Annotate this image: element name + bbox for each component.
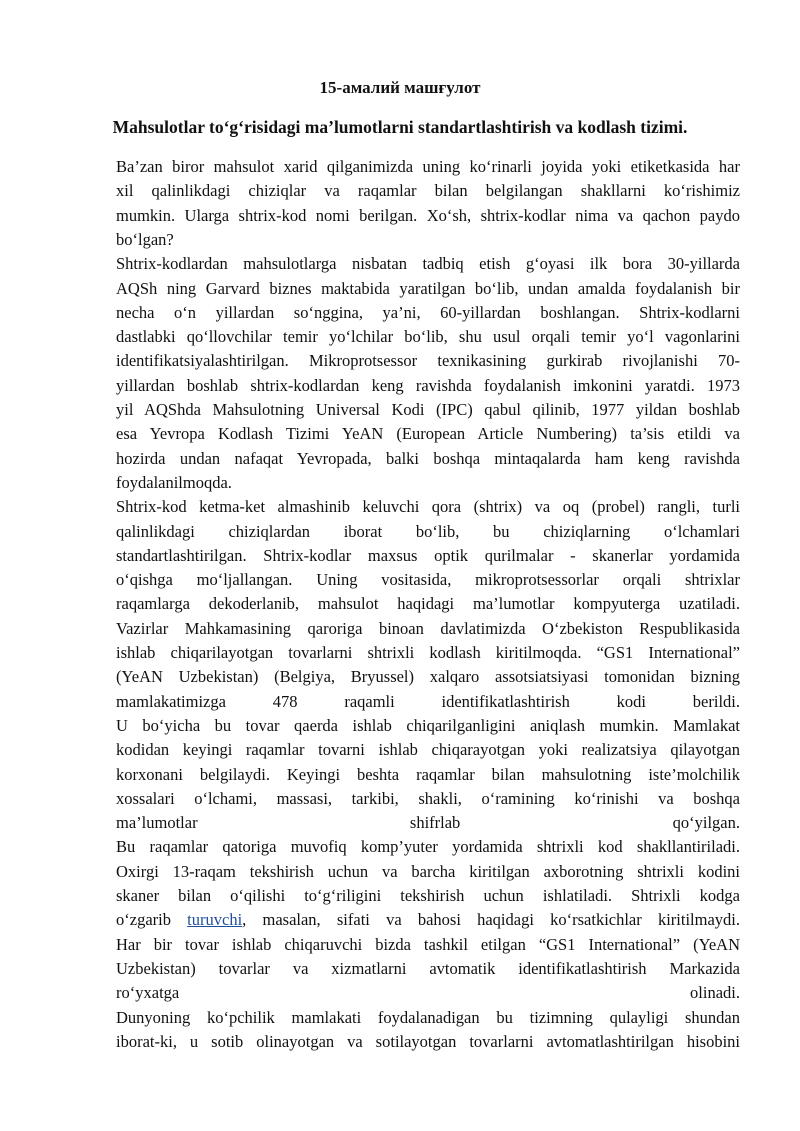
body-text-line: qalinlikdagi chiziqlardan iborat bo‘lib, bu chiziqlarning o‘lchamlari	[116, 521, 740, 541]
body-text-line: mamlakatimizga 478 raqamli identifikatlashtirish kodi berildi.	[116, 691, 740, 711]
body-text-line: korxonani belgilaydi. Keyingi beshta raqamlar bilan mahsulotning iste’molchilik	[116, 764, 740, 784]
body-text-line: identifikatsiyalashtirilgan. Mikroprotsessor texnikasining gurkirab rivojlanishi 70-	[116, 351, 740, 371]
body-text-line: standartlashtirilgan. Shtrix-kodlar maxsus optik qurilmalar - skanerlar yordamida	[116, 545, 740, 565]
page-title: 15-амалий машғулот	[319, 78, 481, 97]
body-text-line: ro‘yxatga olinadi.	[116, 983, 740, 1003]
text-segment: , masalan, sifati va bahosi haqidagi ko‘rsatkichlar kiritilmaydi.	[242, 910, 740, 930]
body-text-line: kodidan keyingi raqamlar tovarni ishlab chiqarayotgan yoki realizatsiya qilayotgan	[116, 740, 740, 760]
body-text-line: AQSh ning Garvard biznes maktabida yaratilgan bo‘lib, undan amalda foydalanish bir	[116, 278, 740, 298]
body-text-line: iborat-ki, u sotib olinayotgan va sotilayotgan tovarlarni avtomatlashtirilgan hisobini	[116, 1031, 740, 1051]
body-text-line: bo‘lgan?	[116, 229, 174, 249]
body-text-line: U bo‘yicha bu tovar qaerda ishlab chiqarilganligini aniqlash mumkin. Mamlakat	[116, 715, 740, 735]
body-text-line: ma’lumotlar shifrlab qo‘yilgan.	[116, 813, 740, 833]
body-text-line	[116, 910, 740, 930]
body-text-line: skaner bilan o‘qilishi to‘g‘riligini tekshirish uchun ishlatiladi. Shtrixli kodga	[116, 886, 740, 905]
body-text-line: Vazirlar Mahkamasining qaroriga binoan davlatimizda O‘zbekiston Respublikasida	[116, 618, 740, 638]
body-text-line: Shtrix-kodlardan mahsulotlarga nisbatan tadbiq etish g‘oyasi ilk bora 30-yillarda	[116, 254, 740, 274]
body-text-line: foydalanilmoqda.	[116, 472, 232, 492]
body-text-line: Ba’zan biror mahsulot xarid qilganimizda uning ko‘rinarli joyida yoki etiketkasida har	[116, 157, 740, 176]
body-text-line: raqamlarga dekoderlanib, mahsulot haqidagi ma’lumotlar kompyuterga uzatiladi.	[116, 594, 740, 614]
body-text-line: o‘qishga mo‘ljallangan. Uning vositasida, mikroprotsessorlar orqali shtrixlar	[116, 570, 740, 590]
body-text-line: esa Yevropa Kodlash Tizimi YeAN (European Article Numbering) ta’sis etildi va	[116, 424, 740, 444]
body-text-line: (YeAN Uzbekistan) (Belgiya, Bryussel) xalqaro assotsiatsiyasi tomonidan bizning	[116, 667, 740, 687]
text-segment: o‘zgarib	[116, 910, 188, 930]
body-text-line: yillardan boshlab shtrix-kodlardan keng ravishda foydalanish imkonini yaratdi. 1973	[116, 375, 740, 395]
body-text-line: Har bir tovar ishlab chiqaruvchi bizda tashkil etilgan “GS1 International” (YeAN	[116, 934, 740, 954]
body-text-line: Bu raqamlar qatoriga muvofiq komp’yuter yordamida shtrixli kod shakllantiriladi.	[116, 837, 740, 857]
body-text-line: Dunyoning ko‘pchilik mamlakati foydalanadigan bu tizimning qulayligi shundan	[116, 1007, 740, 1027]
body-text-line: Uzbekistan) tovarlar va xizmatlarni avtomatik identifikatlashtirish Markazida	[116, 958, 740, 978]
body-text-line: mumkin. Ularga shtrix-kod nomi berilgan. Xo‘sh, shtrix-kodlar nima va qachon paydo	[116, 205, 740, 225]
body-text-line: xossalari o‘lchami, massasi, tarkibi, shakli, o‘ramining ko‘rinishi va boshqa	[116, 788, 740, 808]
page-subtitle: Mahsulotlar to‘g‘risidagi ma’lumotlarni standartlashtirish va kodlash tizimi.	[112, 117, 688, 137]
body-text-line: necha o‘n yillardan so‘nggina, ya’ni, 60-yillardan boshlangan. Shtrix-kodlarni	[116, 302, 740, 322]
body-text-line: xil qalinlikdagi chiziqlar va raqamlar bilan belgilangan shakllarni ko‘rishimiz	[116, 181, 740, 201]
body-text-line: dastlabki qo‘llovchilar temir yo‘lchilar bo‘lib, shu usul orqali temir yo‘l vagonlarini	[116, 327, 740, 347]
inline-link[interactable]: turuvchi	[187, 910, 243, 930]
body-text-line: Oxirgi 13-raqam tekshirish uchun va barcha kiritilgan axborotning shtrixli kodini	[116, 861, 740, 881]
body-text-line: hozirda undan nafaqat Yevropada, balki boshqa mintaqalarda ham keng ravishda	[116, 448, 740, 468]
body-text-line: ishlab chiqarilayotgan tovarlarni shtrixli kodlash kiritilmoqda. “GS1 International”	[116, 643, 740, 662]
body-text-line: Shtrix-kod ketma-ket almashinib keluvchi qora (shtrix) va oq (probel) rangli, turli	[116, 497, 740, 517]
body-text-line: yil AQShda Mahsulotning Universal Kodi (IPC) qabul qilinib, 1977 yildan boshlab	[116, 400, 740, 419]
